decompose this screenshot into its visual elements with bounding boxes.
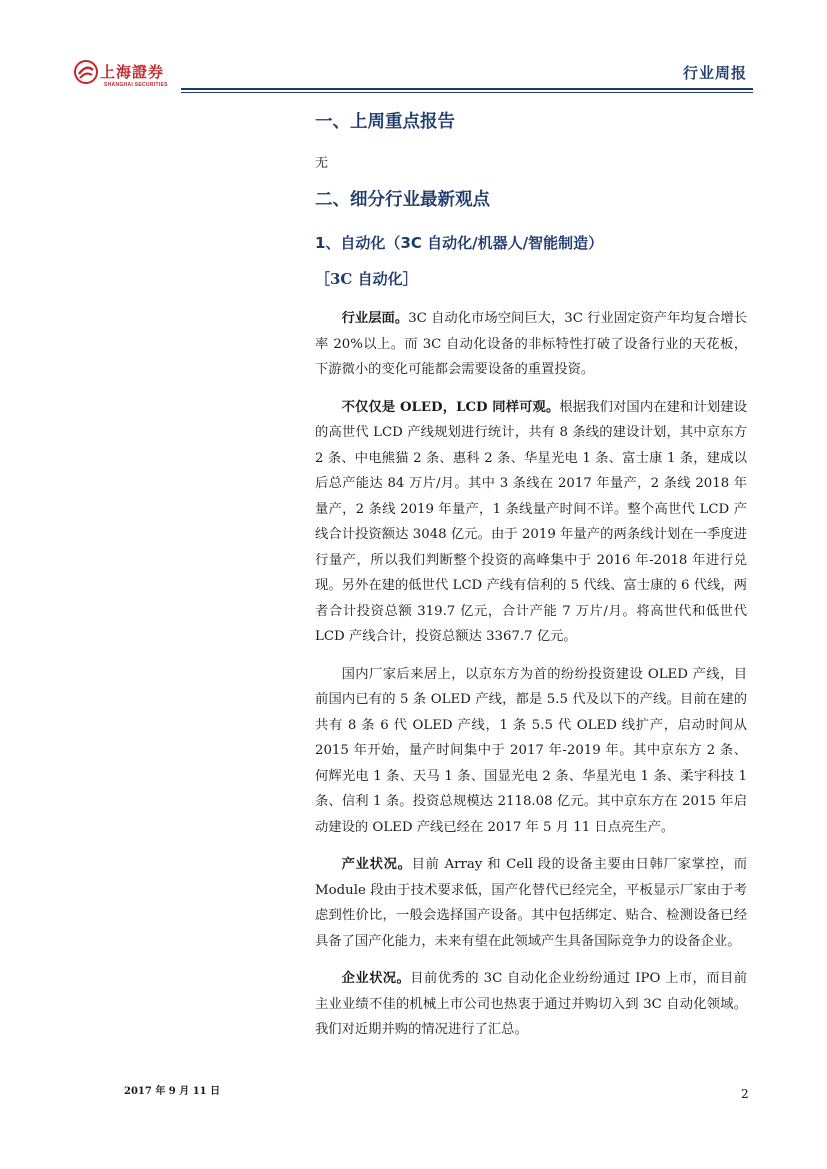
main-content xyxy=(315,105,747,1043)
paragraph-industry-status xyxy=(315,852,747,954)
subsection-bracket-title: ［3C 自动化］ xyxy=(315,270,418,288)
paragraph-lead: 行业层面。 xyxy=(341,311,409,326)
brand-emblem-icon xyxy=(74,60,98,84)
paragraph-text: 国内厂家后来居上，以京东方为首的纷纷投资建设 OLED 产线，目前国内已有的 5 条 OLED 产线，都是 5.5 代及以下的产线。目前在建的共有 8 条 6 代 OLED 产线，1 条 5.5 代 OLED 线扩产，启动时间从 2015 年开始，量产时间集中于 2017 年-2019 年。其中京东方 2 条、何辉光电 1 条、天马 1 条、国显光电 2 条、华星光电 1 条、柔宇科技 1 条、信利 1 条。投资总规模达 2118.08 亿元。其中京东方在 2015 年启动建设的 OLED 产线已经在 2017 年 5 月 11 日点亮生产。 xyxy=(315,666,747,835)
paragraph-oled xyxy=(315,662,747,841)
paragraph-industry-level xyxy=(315,306,747,383)
paragraph-text: 目前 Array 和 Cell 段的设备主要由日韩厂家掌控，而 Module 段由于技术要求低，国产化替代已经完全，平板显示厂家由于考虑到性价比，一般会选择国产设备。其中包括绑定、贴合、检测设备已经具备了国产化能力，未来有望在此领域产生具备国际竞争力的设备企业。 xyxy=(315,857,747,949)
paragraph-enterprise-status xyxy=(315,966,747,1043)
paragraph-text: 根据我们对国内在建和计划建设的高世代 LCD 产线规划进行统计，共有 8 条线的建设计划，其中京东方 2 条、中电熊猫 2 条、惠科 2 条、华星光电 1 条、富士康 1 条，建成以后总产能达 84 万片/月。其中 3 条线在 2017 年量产，2 条线 2018 年量产，2 条线 2019 年量产，1 条线量产时间不详。整个高世代 LCD 产线合计投资额达 3048 亿元。由于 2019 年量产的两条线计划在一季度进行量产，所以我们判断整个投资的高峰集中于 2016 年-2018 年进行兑现。另外在建的低世代 LCD 产线有信利的 5 代线、富士康的 6 代线，两者合计投资总额 319.7 亿元，合计产能 7 万片/月。将高世代和低世代 LCD 产线合计，投资总额达 3367.7 亿元。 xyxy=(315,399,747,644)
paragraph-text: 3C 自动化市场空间巨大，3C 行业固定资产年均复合增长率 20%以上。而 3C 自动化设备的非标特性打破了设备行业的天花板，下游微小的变化可能都会需要设备的重置投资。 xyxy=(315,311,747,377)
paragraph-lead: 产业状况。 xyxy=(341,857,412,872)
brand-name-en: SHANGHAI SECURITIES xyxy=(104,82,168,88)
header-rule-thin xyxy=(181,92,753,93)
brand-logo xyxy=(74,60,184,94)
report-type-label: 行业周报 xyxy=(682,64,747,82)
header-rule xyxy=(181,88,753,90)
brand-name-cn: 上海證券 xyxy=(100,63,165,81)
page-number: 2 xyxy=(741,1087,749,1101)
paragraph-lead: 企业状况。 xyxy=(341,971,411,986)
paragraph-lead: 不仅仅是 OLED，LCD 同样可观。 xyxy=(341,399,560,415)
paragraph-text: 目前优秀的 3C 自动化企业纷纷通过 IPO 上市，而目前主业业绩不佳的机械上市公司也热衷于通过并购切入到 3C 自动化领域。我们对近期并购的情况进行了汇总。 xyxy=(315,971,748,1037)
section-1-title: 一、上周重点报告 xyxy=(315,112,455,132)
section-1-body: 无 xyxy=(315,156,329,171)
section-2-subtitle: 1、自动化（3C 自动化/机器人/智能制造） xyxy=(315,234,604,252)
section-2-title: 二、细分行业最新观点 xyxy=(315,190,490,210)
paragraph-lcd xyxy=(315,395,747,650)
page-header xyxy=(0,0,827,100)
footer-date: 2017 年 9 月 11 日 xyxy=(124,1086,221,1097)
